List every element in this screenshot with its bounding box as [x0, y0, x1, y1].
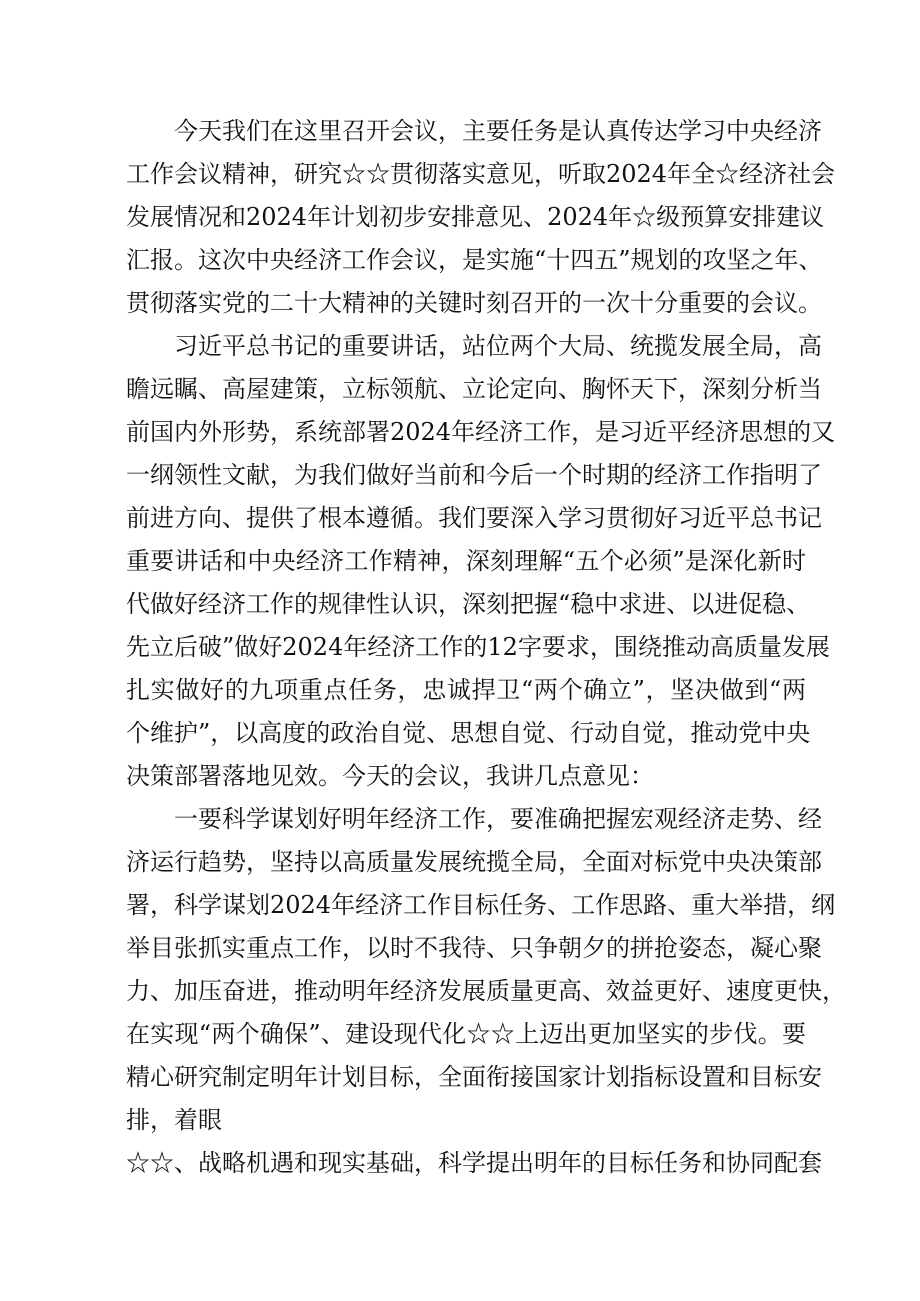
text-line: 举目张抓实重点工作，以时不我待、只争朝夕的拼抢姿态，凝心聚	[126, 934, 822, 962]
text-line: 习近平总书记的重要讲话，站位两个大局、统揽发展全局，高	[174, 332, 822, 360]
text-line: 发展情况和2024年计划初步安排意见、2024年☆级预算安排建议	[126, 203, 825, 231]
text-line: 个维护”，以高度的政治自觉、思想自觉、行动自觉，推动党中央	[126, 719, 811, 747]
text-line: 决策部署落地见效。今天的会议，我讲几点意见：	[126, 762, 654, 790]
text-line: 力、加压奋进，推动明年经济发展质量更高、效益更好、速度更快，	[126, 977, 846, 1005]
text-line: 前进方向、提供了根本遵循。我们要深入学习贯彻好习近平总书记	[126, 504, 822, 532]
text-line: 济运行趋势，坚持以高质量发展统揽全局，全面对标党中央决策部	[126, 848, 822, 876]
text-line: 重要讲话和中央经济工作精神，深刻理解“五个必须”是深化新时	[126, 547, 806, 575]
text-line: 扎实做好的九项重点任务，忠诚捍卫“两个确立”，坚决做到“两	[126, 676, 806, 704]
text-line: 署，科学谋划2024年经济工作目标任务、工作思路、重大举措，纲	[126, 891, 836, 919]
text-line: 瞻远瞩、高屋建策，立标领航、立论定向、胸怀天下，深刻分析当	[126, 375, 822, 403]
text-line: 代做好经济工作的规律性认识，深刻把握“稳中求进、以进促稳、	[126, 590, 811, 618]
text-line: 前国内外形势，系统部署2024年经济工作，是习近平经济思想的又	[126, 418, 836, 446]
text-line: 一纲领性文献，为我们做好当前和今后一个时期的经济工作指明了	[126, 461, 822, 489]
text-line: 今天我们在这里召开会议，主要任务是认真传达学习中央经济	[174, 117, 822, 145]
text-line: 精心研究制定明年计划目标，全面衔接国家计划指标设置和目标安	[126, 1063, 822, 1091]
text-line: 先立后破”做好2024年经济工作的12字要求，围绕推动高质量发展	[126, 633, 830, 661]
text-line: 工作会议精神，研究☆☆贯彻落实意见，听取2024年全☆经济社会	[126, 160, 836, 188]
text-line: 排，着眼	[126, 1106, 222, 1134]
text-line: ☆☆、战略机遇和现实基础，科学提出明年的目标任务和协同配套	[126, 1149, 822, 1177]
text-line: 贯彻落实党的二十大精神的关键时刻召开的一次十分重要的会议。	[126, 289, 822, 317]
text-line: 汇报。这次中央经济工作会议，是实施“十四五”规划的攻坚之年、	[126, 246, 823, 274]
text-line: 一要科学谋划好明年经济工作，要准确把握宏观经济走势、经	[174, 805, 822, 833]
text-line: 在实现“两个确保”、建设现代化☆☆上迈出更加坚实的步伐。要	[126, 1020, 806, 1048]
